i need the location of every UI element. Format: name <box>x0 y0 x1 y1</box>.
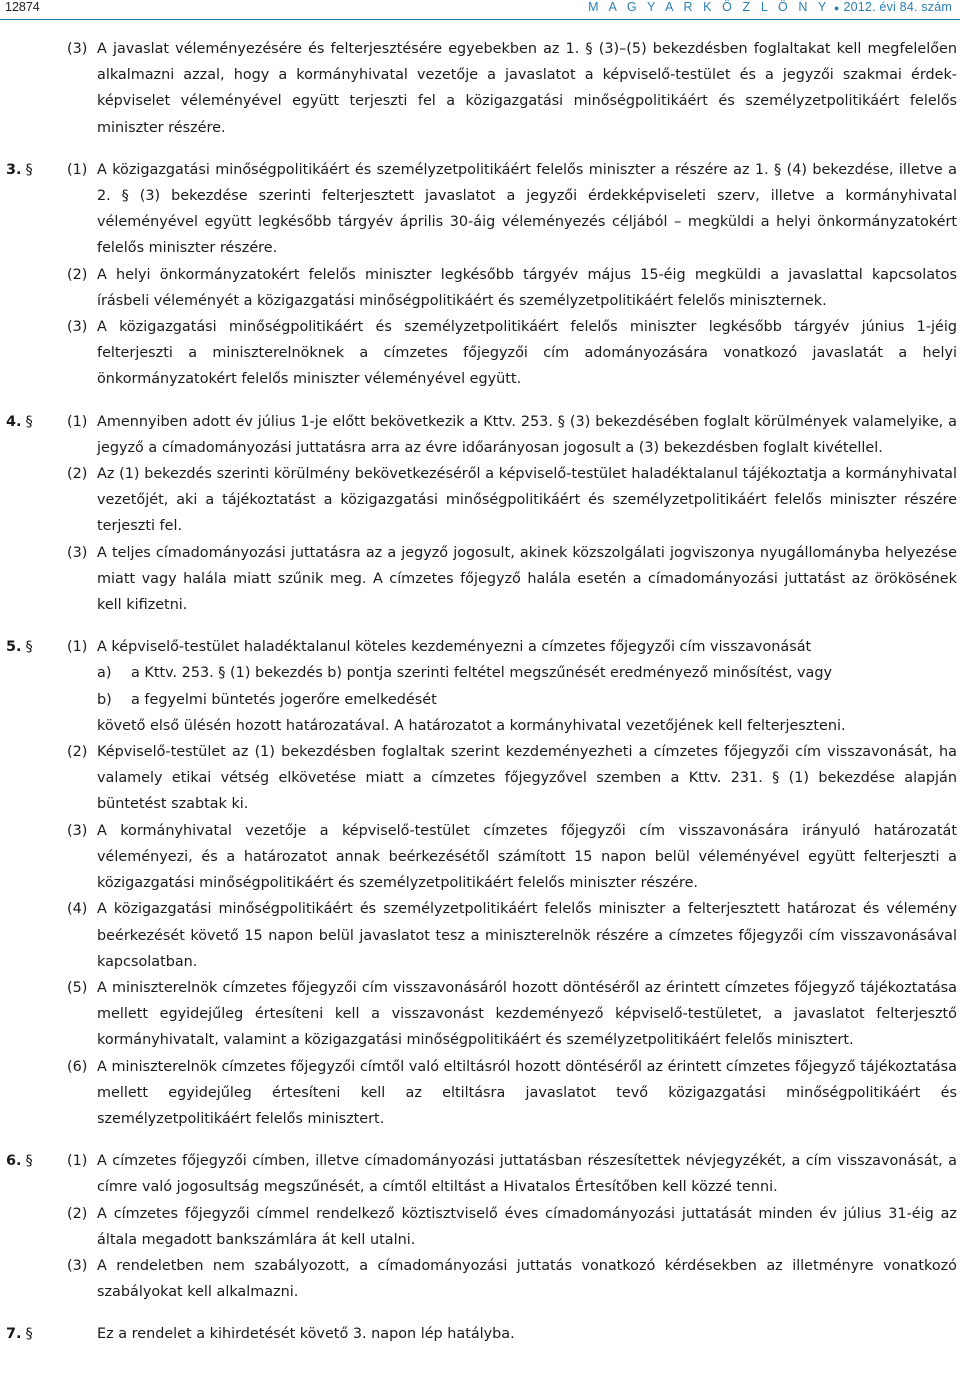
paragraph-number: (1) <box>67 639 88 656</box>
paragraph <box>0 36 960 141</box>
paragraph-number: (4) <box>67 901 88 918</box>
list-item-text: a fegyelmi büntetés jogerőre emelkedését <box>131 691 437 708</box>
section-7 <box>0 1321 960 1347</box>
section-number: 3. § <box>6 161 33 178</box>
paragraph-number: (2) <box>67 744 88 761</box>
section-continuation <box>0 36 960 141</box>
list-item-text: a Kttv. 253. § (1) bekezdés b) pontja szerinti feltétel megszűnését eredményező minősítést, vagy <box>131 665 833 682</box>
paragraph-number: (1) <box>67 413 88 430</box>
page-number: 12874 <box>5 0 40 14</box>
paragraph <box>0 818 960 897</box>
paragraph <box>0 975 960 1054</box>
paragraph <box>0 409 960 461</box>
paragraph-number: (1) <box>67 1153 88 1170</box>
paragraph <box>0 1148 960 1200</box>
section-number: 7. § <box>6 1326 33 1343</box>
paragraph-text: Ez a rendelet a kihirdetését követő 3. napon lép hatályba. <box>97 1326 515 1343</box>
paragraph <box>0 262 960 314</box>
paragraph <box>0 1054 960 1133</box>
paragraph-number: (5) <box>67 979 88 996</box>
paragraph-text: A teljes címadományozási juttatásra az a jegyző jogosult, akinek közszolgálati jogviszonya nyugállományba helyezése miatt vagy halála miatt szűnik meg. A címzetes főjegyző halála esetén a címadományozási juttatást az örökösének kell kifizetni. <box>97 544 957 614</box>
paragraph-number: (6) <box>67 1058 88 1075</box>
paragraph-number: (1) <box>67 161 88 178</box>
paragraph-text: A közigazgatási minőségpolitikáért és személyzetpolitikáért felelős miniszter a részére az 1. § (4) bekezdése, illetve a 2. § (3) bekezdése szerinti felterjesztett javaslatot a jegyzői érdekképviseleti szerv, illetve a kormányhivatal véleményével együtt legkésőbb tárgyév április 30-áig véleményezés céljából – megküldi a helyi önkormányzatokért felelős miniszter részére. <box>97 161 957 257</box>
paragraph-number: (2) <box>67 1205 88 1222</box>
paragraph-continuation: követő első ülésén hozott határozatával. A határozatot a kormányhivatal vezetőjének kell felterjeszteni. <box>97 717 846 734</box>
paragraph-text: A címzetes főjegyzői címben, illetve címadományozási juttatásban részesítettek névjegyzékét, a cím visszavonását, a címre való jogosultság megszűnését, a címtől eltiltást a Hivatalos Értesítőben kell közzé tenni. <box>97 1153 957 1196</box>
paragraph-text: A helyi önkormányzatokért felelős miniszter legkésőbb tárgyév május 15-éig megküldi a javaslattal kapcsolatos írásbeli véleményét a közigazgatási minőségpolitikáért és személyzetpolitikáért felelős miniszternek. <box>97 266 957 309</box>
section-5 <box>0 634 960 1132</box>
paragraph-text: Az (1) bekezdés szerinti körülmény bekövetkezéséről a képviselő-testület haladéktalanul tájékoztatja a kormányhivatal vezetőjét, aki a tájékoztatást a közigazgatási minőségpolitikáért és személyzetpolitikáért felelős miniszter részére terjeszti fel. <box>97 466 957 535</box>
section-number: 4. § <box>6 413 33 430</box>
list-item <box>0 660 960 686</box>
paragraph-number: (2) <box>67 266 88 283</box>
paragraph-text: A miniszterelnök címzetes főjegyzői cím visszavonásáról hozott döntéséről az érintett címzetes főjegyző tájékoztatása mellett egyidejűleg értesíteni kell a visszavonást kezdeményező képviselő-testületet, a javaslatot felterjesztő kormányhivatalt, valamint a közigazgatási minőségpolitikáért és személyzetpolitikáért felelős minisztert. <box>97 979 957 1049</box>
paragraph-text: A címzetes főjegyzői címmel rendelkező köztisztviselő éves címadományozási juttatását minden év július 31-éig az általa megadott bankszámlára át kell utalni. <box>97 1205 957 1248</box>
paragraph-number: (2) <box>67 466 88 483</box>
paragraph <box>0 896 960 975</box>
paragraph-text: A kormányhivatal vezetője a képviselő-testület címzetes főjegyzői cím visszavonására irányuló határozatát véleményezi, és a határozatot annak beérkezésétől számított 15 napon belül véleményével együtt felterjeszti a közigazgatási minőségpolitikáért és személyzetpolitikáért felelős miniszter részére. <box>97 822 957 892</box>
paragraph <box>0 739 960 818</box>
paragraph <box>0 461 960 540</box>
paragraph-text: A képviselő-testület haladéktalanul köteles kezdeményezni a címzetes főjegyzői cím visszavonását <box>97 639 812 656</box>
section-number: 6. § <box>6 1153 33 1170</box>
section-3 <box>0 157 960 393</box>
issue-label: 2012. évi 84. szám <box>843 0 952 14</box>
paragraph-text: A közigazgatási minőségpolitikáért és személyzetpolitikáért felelős miniszter a felterjesztett határozat és vélemény beérkezését követő 15 napon belül javaslatot tesz a miniszterelnök részére a címzetes főjegyzői cím visszavonásával kapcsolatban. <box>97 901 957 970</box>
list-item-marker: b) <box>97 691 112 708</box>
paragraph-text: A javaslat véleményezésére és felterjesztésére egyebekben az 1. § (3)–(5) bekezdésben foglaltakat kell megfelelően alkalmazni azzal, hogy a kormányhivatal vezetője a javaslatot a képviselő-testület és a jegyzői szakmai érdek-képviselet véleményével együtt terjeszti fel a közigazgatási minőségpolitikáért és személyzetpolitikáért felelős miniszter részére. <box>97 41 957 136</box>
paragraph <box>0 540 960 619</box>
section-6 <box>0 1148 960 1305</box>
list-item-marker: a) <box>97 665 112 682</box>
document-body <box>0 36 960 1360</box>
section-4 <box>0 409 960 619</box>
paragraph <box>0 1253 960 1305</box>
list-item <box>0 687 960 713</box>
paragraph-number: (3) <box>67 319 88 336</box>
paragraph-number: (3) <box>67 41 88 57</box>
paragraph <box>0 314 960 393</box>
paragraph-text: A miniszterelnök címzetes főjegyzői címtől való eltiltásról hozott döntéséről az érintett címzetes főjegyző tájékoztatása mellett egyidejűleg értesíteni kell az eltiltásra javaslatot tevő közigazgatási minőségpolitikáért és személyzetpolitikáért felelős minisztert. <box>97 1058 957 1127</box>
journal-name: M A G Y A R K Ö Z L Ö N Y <box>588 0 830 14</box>
paragraph-text: Amennyiben adott év július 1-je előtt bekövetkezik a Kttv. 253. § (3) bekezdésében foglalt körülmények valamelyike, a jegyző a címadományozási juttatásra arra az évre időarányosan jogosult a (3) bekezdésben foglalt kivétellel. <box>97 413 957 456</box>
paragraph-number: (3) <box>67 822 88 839</box>
paragraph-number: (3) <box>67 544 88 561</box>
paragraph <box>0 634 960 660</box>
paragraph-text: A közigazgatási minőségpolitikáért és személyzetpolitikáért felelős miniszter legkésőbb tárgyév június 1-jéig felterjeszti a miniszterelnöknek a címzetes főjegyzői cím adományozására vonatkozó javaslatát a helyi önkormányzatokért felelős miniszter véleményével együtt. <box>97 319 957 388</box>
header-rule <box>0 19 960 20</box>
journal-title <box>588 0 952 15</box>
bullet-icon: ● <box>833 3 840 13</box>
paragraph-text: A rendeletben nem szabályozott, a címadományozási juttatás vonatkozó kérdésekben az illetményre vonatkozó szabályokat kell alkalmazni. <box>97 1257 957 1301</box>
paragraph <box>0 157 960 262</box>
paragraph-number: (3) <box>67 1257 88 1274</box>
section-number: 5. § <box>6 639 33 656</box>
paragraph-text: Képviselő-testület az (1) bekezdésben foglaltak szerint kezdeményezheti a címzetes főjegyzői cím visszavonását, ha valamely etikai vétség elkövetése miatt a címzetes főjegyzővel szemben a Kttv. 231. § (1) bekezdése alapján büntetést szabtak ki. <box>97 744 957 813</box>
paragraph <box>0 1201 960 1253</box>
